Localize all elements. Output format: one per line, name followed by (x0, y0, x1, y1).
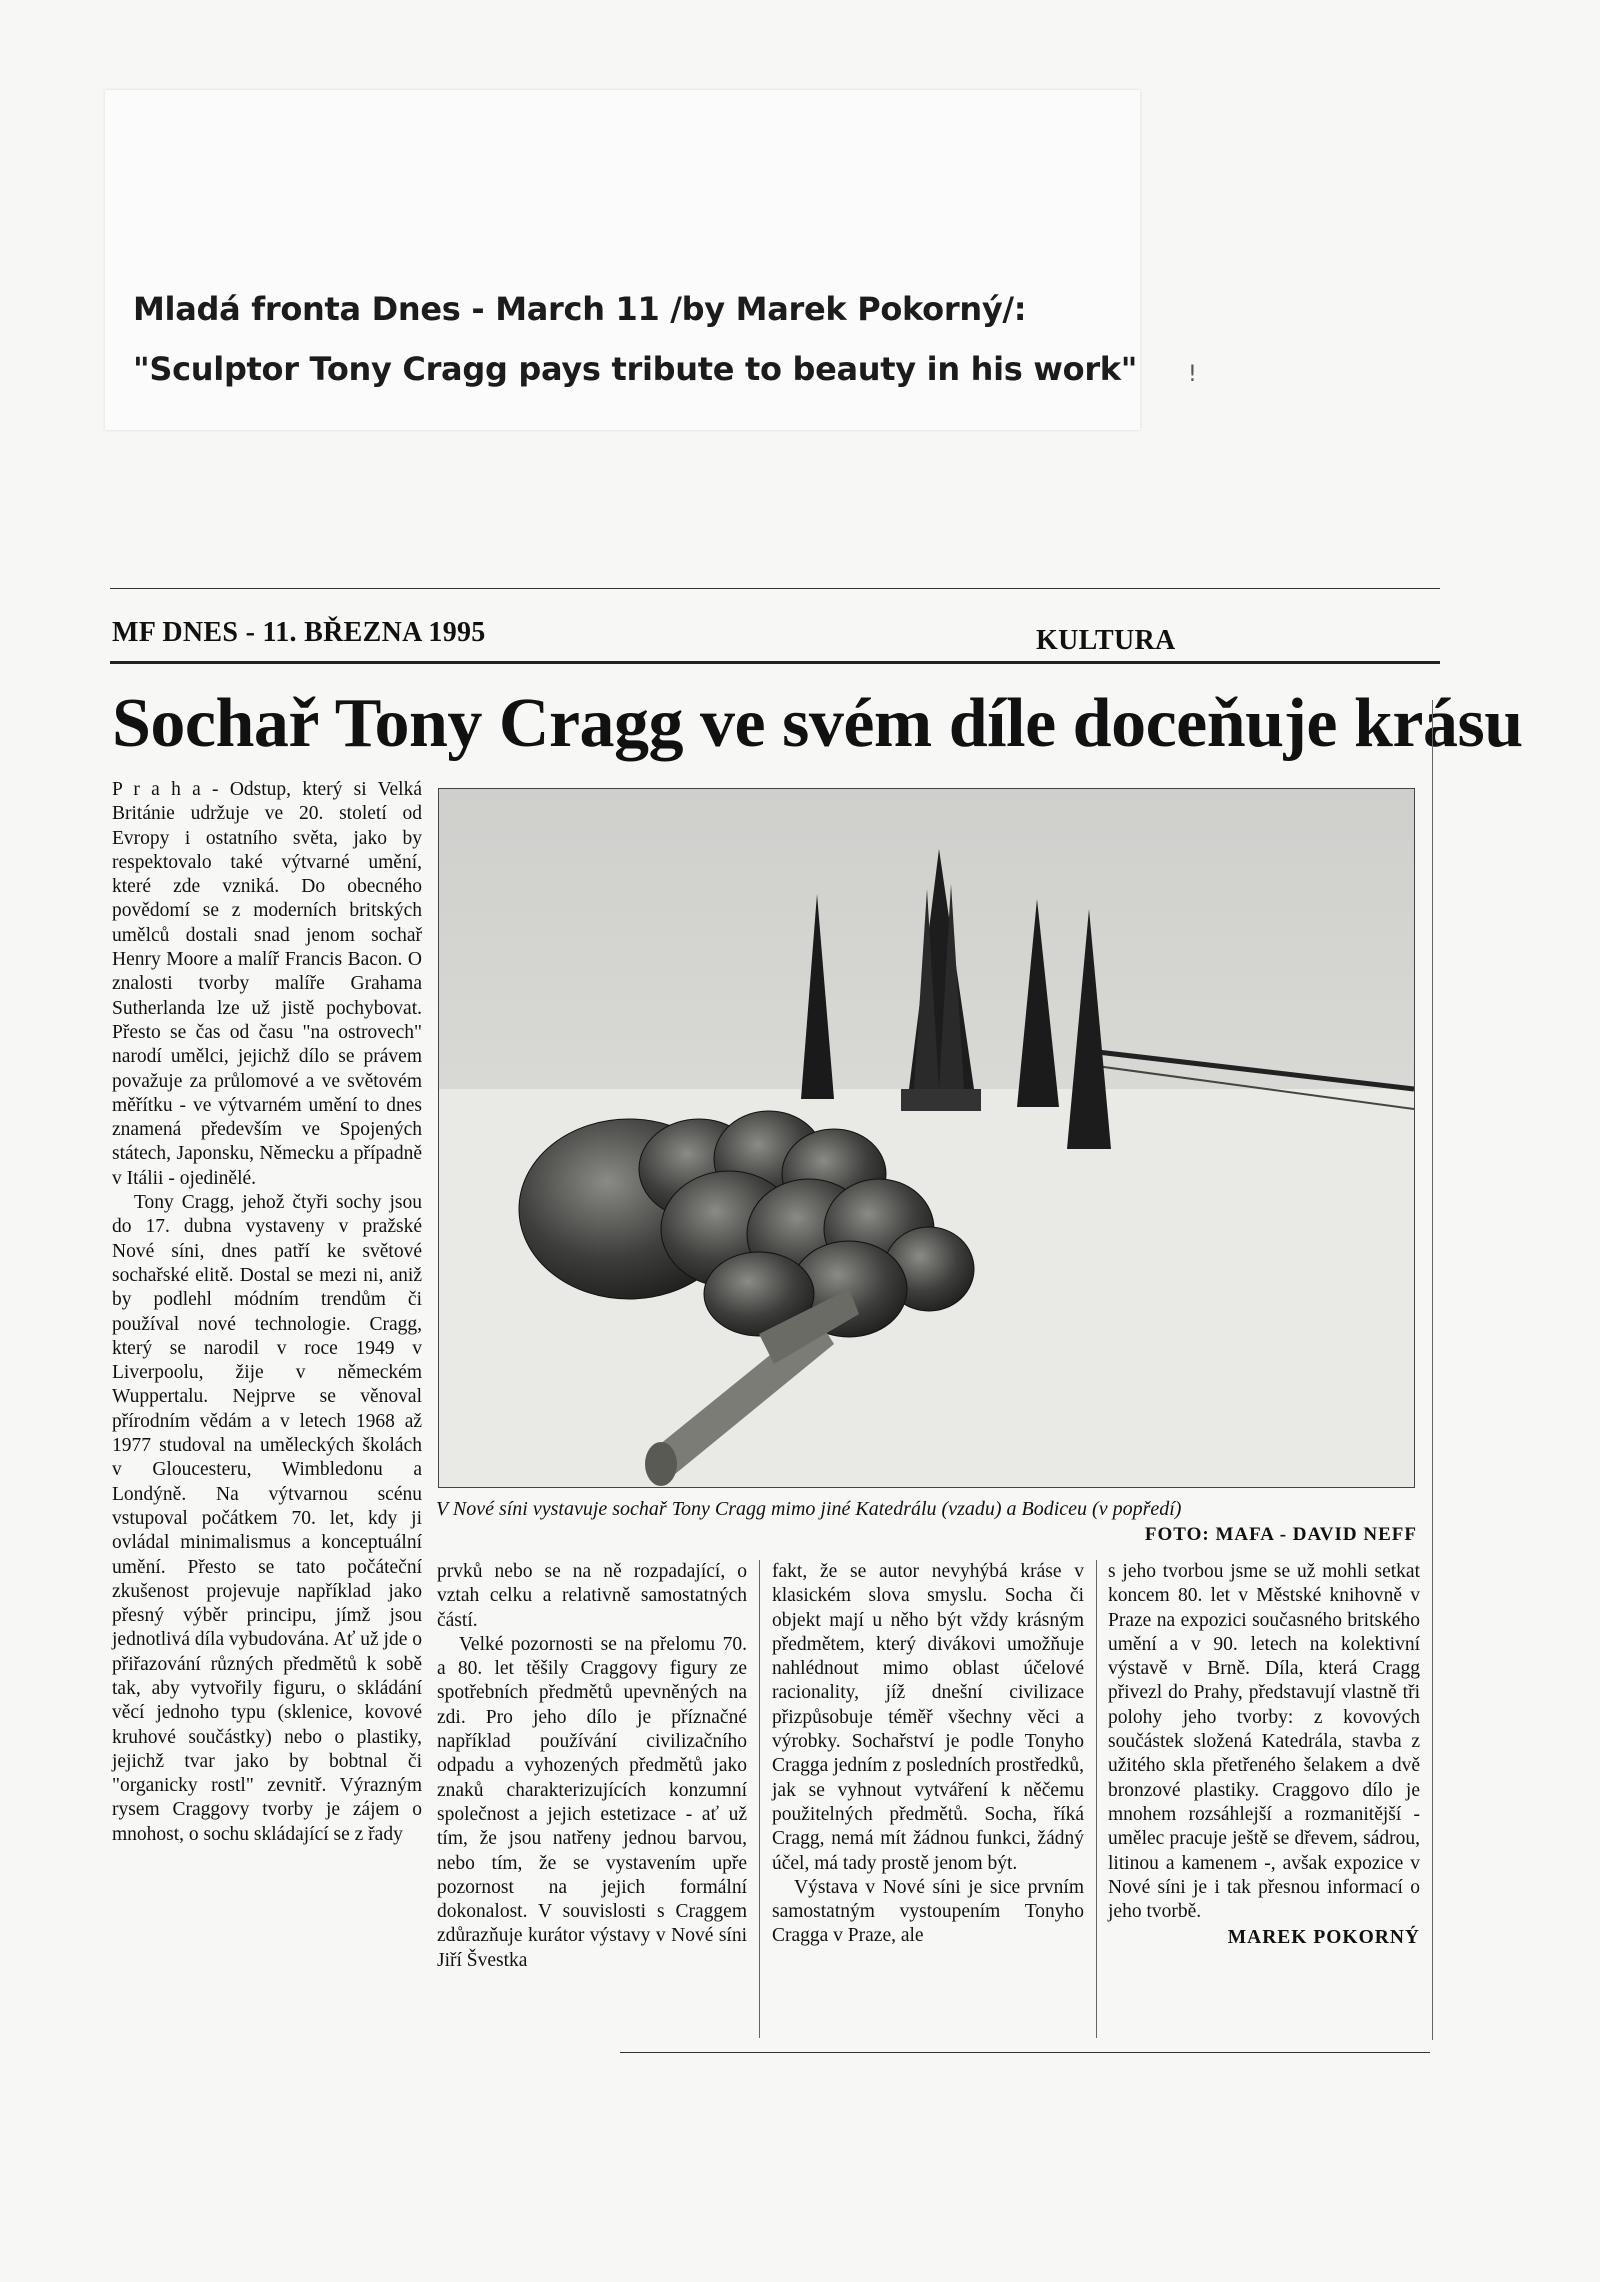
column-divider (1096, 1560, 1097, 2038)
masthead-rule (110, 661, 1440, 664)
bottom-rule (620, 2052, 1430, 2053)
paragraph: P r a h a - Odstup, který si Velká Británie udržuje ve 20. století od Evropy i ostatního světa, jako by respektovalo také výtvarné umění, které zde vzniká. Do obecného povědomí se z moderních britských umělců dostali snad jenom sochař Henry Moore a malíř Francis Bacon. O znalosti tvorby malíře Grahama Sutherlanda lze už jistě pochybovat. Přesto se čas od času "na ostrovech" narodí umělci, jejichž dílo se právem považuje za průlomové a ve světovém měřítku - ve výtvarném umění to dnes znamená především ve Spojených státech, Japonsku, Německu a případně v Itálii - ojedinělé. (112, 779, 422, 1189)
headline: Sochař Tony Cragg ve svém díle doceňuje krásu (112, 685, 1523, 762)
paragraph: fakt, že se autor nevyhýbá kráse v klasickém slova smyslu. Socha či objekt mají u něho být vždy krásným předmětem, který divákovi umožňuje nahlédnout mimo oblast účelové racionality, jíž dnešní civilizace přizpůsobuje téměř všechny věci a výrobky. Sochařství je podle Tonyho Cragga jedním z posledních prostředků, jak se vyhnout vytváření k něčemu použitelných předmětů. Socha, říká Cragg, nemá mít žádnou funkci, žádný účel, má tady prostě jenom být. (772, 1561, 1084, 1874)
right-border (1432, 700, 1433, 2040)
paragraph: s jeho tvorbou jsme se už mohli setkat koncem 80. let v Městské knihovně v Praze na expozici současného britského umění a v 90. letech na kolektivní výstavě v Brně. Díla, která Cragg přivezl do Prahy, představují vlastně tři polohy jeho tvorby: z kovových součástek složená Katedrála, stavba z užitého skla přetřeného šelakem a dvě bronzové plastiky. Craggovo dílo je mnohem rozsáhlejší a rozmanitější - umělec pracuje ještě se dřevem, sádrou, litinou a kamenem -, avšak expozice v Nové síni je i tak přesnou informací o jeho tvorbě. (1108, 1561, 1420, 1923)
sculpture-photo (438, 788, 1415, 1488)
paragraph: Tony Cragg, jehož čtyři sochy jsou do 17. dubna vystaveny v pražské Nové síni, dnes patří ke světové sochařské elitě. Dostal se mezi ni, aniž by podlehl módním trendům či používal nové technologie. Cragg, který se narodil v roce 1949 v Liverpoolu, žije v německém Wuppertalu. Nejprve se věnoval přírodním vědám a v letech 1968 až 1977 studoval na uměleckých školách v Gloucesteru, Wimbledonu a Londýně. Na výtvarnou scénu vstupoval počátkem 70. let, kdy ji ovládal minimalismus a konceptuální umění. Přesto se tato počáteční zkušenost projevuje například jako přesný výběr principu, jímž jsou jednotlivá díla vybudována. Ať už jde o přiřazování různých předmětů k sobě tak, aby vytvořily figuru, o skládání věcí jednoho typu (sklenice, kovové kruhové součástky) nebo o plastiky, jejichž tvar jako by bobtnal či "organicky rostl" zevnitř. Výrazným rysem Craggovy tvorby je zájem o mnohost, o sochu skládající se z řady (112, 1192, 422, 1845)
article-column-1 (112, 778, 422, 1847)
margin-mark: ! (1188, 362, 1197, 387)
article-column-3 (772, 1560, 1084, 1949)
sculpture-photo-image (439, 789, 1414, 1487)
article-author: MAREK POKORNÝ (1227, 1927, 1420, 1949)
label-title-line: "Sculptor Tony Cragg pays tribute to beauty in his work" (133, 350, 1138, 388)
paragraph: Výstava v Nové síni je sice prvním samostatným vystoupením Tonyho Cragga v Praze, ale (772, 1876, 1084, 1947)
clipping-label (105, 90, 1140, 430)
label-source-line: Mladá fronta Dnes - March 11 /by Marek Pokorný/: (133, 290, 1027, 328)
column-divider (759, 1560, 760, 2038)
article-column-2 (437, 1560, 747, 1973)
photo-credit: FOTO: MAFA - DAVID NEFF (1144, 1524, 1417, 1545)
section-name: KULTURA (1036, 625, 1176, 656)
article-column-4 (1108, 1560, 1420, 1951)
issue-date: MF DNES - 11. BŘEZNA 1995 (112, 617, 486, 648)
photo-caption: V Nové síni vystavuje sochař Tony Cragg mimo jiné Katedrálu (vzadu) a Bodiceu (v popředí) (436, 1498, 1182, 1520)
paragraph: Velké pozornosti se na přelomu 70. a 80. let těšily Craggovy figury ze spotřebních předmětů upevněných na zdi. Pro jeho dílo je příznačné například používání civilizačního odpadu a vyhozených předmětů jako znaků charakterizujících konzumní společnost a jejich estetizace - ať už tím, že jsou natřeny jednou barvou, nebo tím, že se vystavením upře pozornost na jejich formální dokonalost. V souvislosti s Craggem zdůrazňuje kurátor výstavy v Nové síni Jiří Švestka (437, 1633, 747, 1971)
paragraph: prvků nebo se na ně rozpadající, o vztah celku a relativně samostatných částí. (437, 1561, 747, 1631)
top-rule (110, 588, 1440, 589)
